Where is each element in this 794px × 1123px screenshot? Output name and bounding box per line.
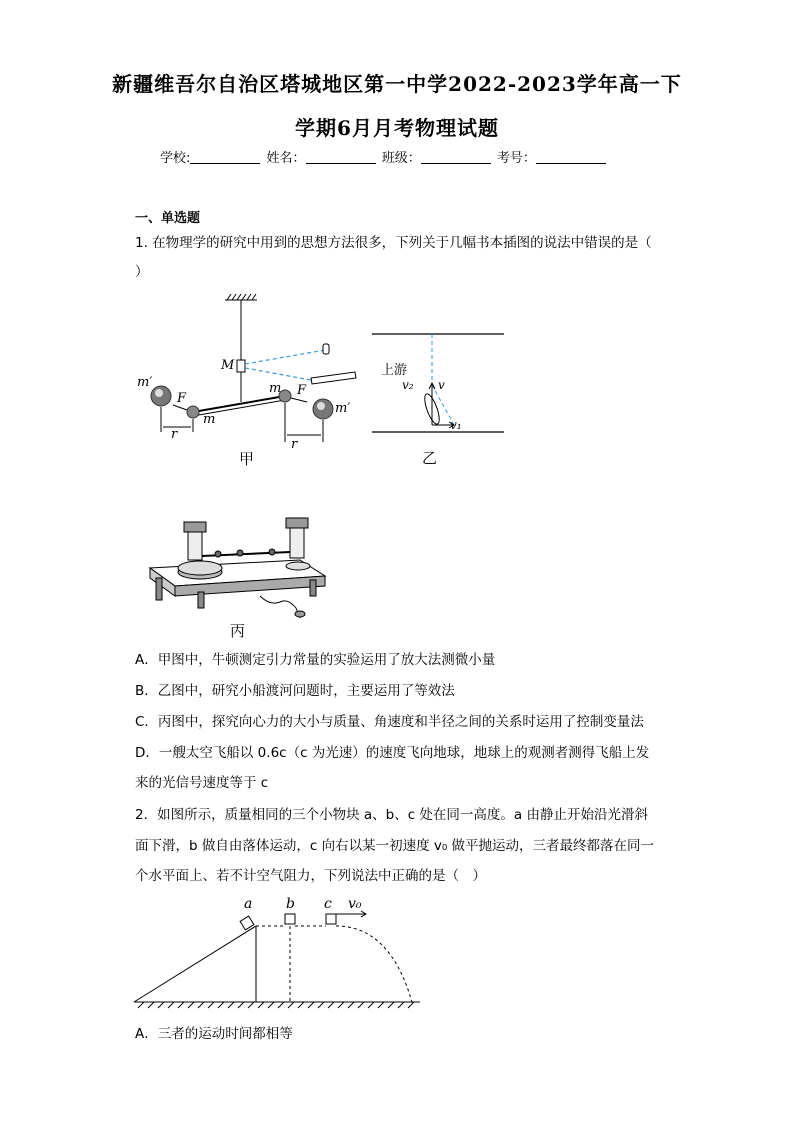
q1-option-b[interactable]: B．乙图中，研究小船渡河问题时，主要运用了等效法	[135, 683, 455, 699]
name-label: 姓名：	[266, 151, 306, 166]
class-blank[interactable]	[421, 149, 491, 164]
label-F-left: F	[177, 391, 187, 406]
q1-option-c[interactable]: C．丙图中，探究向心力的大小与质量、角速度和半径之间的关系时运用了控制变量法	[135, 714, 644, 730]
block-b	[285, 914, 295, 924]
label-c: c	[324, 896, 332, 912]
torsion-rod	[193, 396, 285, 412]
label-upstream: 上游	[381, 363, 408, 378]
school-label: 学校:	[160, 151, 191, 166]
turntable-right	[286, 562, 310, 570]
light-ray-incident	[245, 350, 325, 364]
label-mprime-left: m′	[137, 375, 153, 390]
figure-q2-incline-fall	[130, 892, 430, 1017]
scale-bar	[311, 372, 356, 384]
caption-bing: 丙	[230, 622, 246, 640]
number-label: 考号：	[496, 151, 536, 166]
small-sphere-left	[187, 406, 199, 418]
figure-jia-torsion-balance	[135, 292, 375, 472]
exam-title-line2: 学期6月月考物理试题	[295, 116, 499, 140]
block-c	[326, 914, 336, 924]
q1-option-d-line2: 来的光信号速度等于 c	[135, 775, 269, 791]
label-v: v	[438, 378, 445, 392]
q2-stem-line3: 个水平面上、若不计空气阻力，下列说法中正确的是（ ）	[135, 868, 486, 884]
number-blank[interactable]	[536, 149, 606, 164]
incline-slope	[134, 926, 256, 1002]
q1-stem-line1: 1. 在物理学的研究中用到的思想方法很多，下列关于几幅书本插图的说法中错误的是（	[135, 235, 652, 251]
label-v0: v₀	[348, 896, 362, 912]
mirror-M	[237, 360, 245, 372]
label-r-left: r	[171, 427, 178, 442]
label-a: a	[244, 896, 253, 912]
label-m-left: m	[203, 412, 216, 427]
sleeve-right	[290, 526, 304, 558]
label-b: b	[286, 896, 295, 912]
exam-title-line1: 新疆维吾尔自治区塔城地区第一中学2022-2023学年高一下	[112, 72, 682, 96]
name-blank[interactable]	[306, 149, 376, 164]
q1-option-d-line1[interactable]: D．一艘太空飞船以 0.6c（c 为光速）的速度飞向地球，地球上的观测者测得飞船上发	[135, 745, 650, 761]
section-heading: 一、单选题	[135, 211, 201, 226]
block-a	[240, 916, 254, 930]
figure-yi-river-crossing	[370, 325, 510, 470]
q1-stem-line2: ）	[135, 264, 149, 280]
class-label: 班级：	[381, 151, 421, 166]
caption-yi: 乙	[422, 449, 438, 467]
label-F-right: F	[297, 383, 307, 398]
q2-stem-line1: 2．如图所示，质量相同的三个小物块 a、b、c 处在同一高度。a 由静止开始沿光滑斜	[135, 807, 648, 823]
caption-jia: 甲	[239, 450, 255, 468]
q2-stem-line2: 面下滑，b 做自由落体运动，c 向右以某一初速度 v₀ 做平抛运动，三者最终都落在同一	[135, 838, 655, 854]
label-M: M	[221, 358, 235, 373]
school-blank[interactable]	[190, 149, 260, 164]
crank-handle	[260, 596, 300, 618]
student-info-row	[160, 147, 608, 166]
light-ray-reflected	[245, 368, 311, 380]
label-m-right: m	[269, 381, 282, 396]
lamp-icon	[323, 344, 329, 354]
label-v2: v₂	[402, 378, 414, 392]
q2-option-a[interactable]: A．三者的运动时间都相等	[135, 1026, 293, 1042]
figure-bing-centripetal-apparatus	[140, 510, 335, 642]
label-mprime-right: m′	[335, 401, 351, 416]
q1-option-a[interactable]: A．甲图中，牛顿测定引力常量的实验运用了放大法测微小量	[135, 652, 496, 668]
sleeve-left	[188, 530, 202, 560]
projectile-path	[336, 926, 412, 1002]
label-v1: v₁	[450, 418, 462, 432]
label-r-right: r	[291, 437, 298, 452]
